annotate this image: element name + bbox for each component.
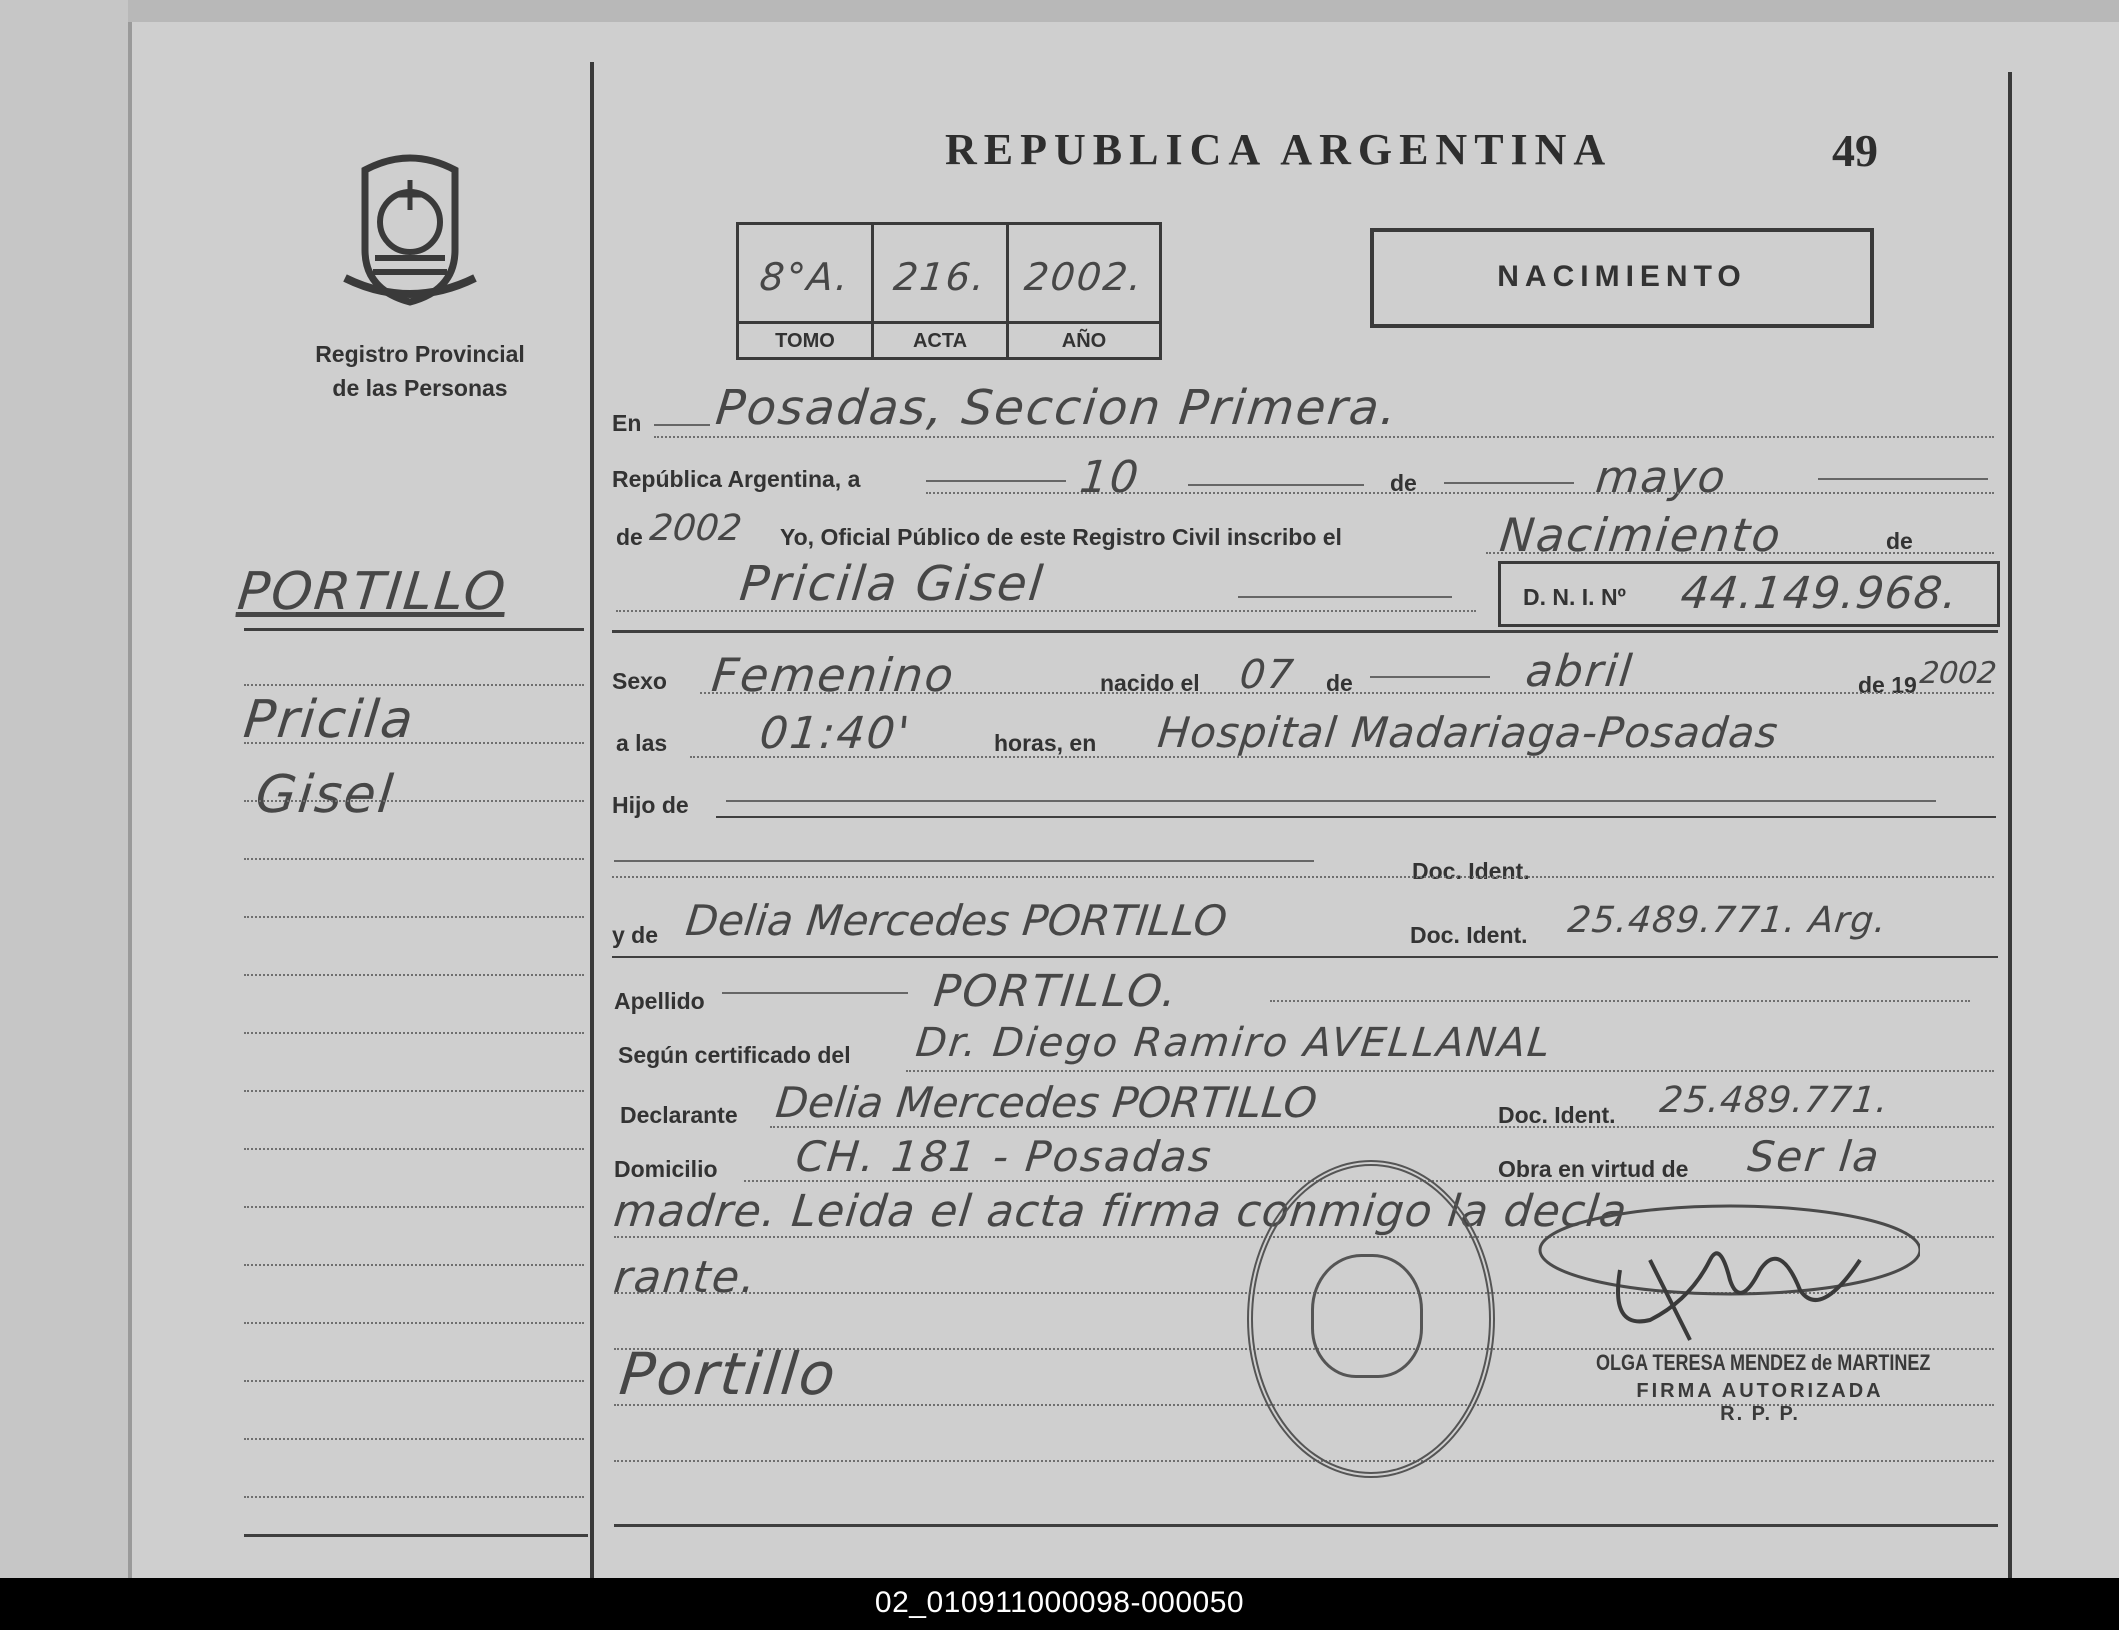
- en-label: En: [612, 410, 642, 436]
- hijo-leader: [726, 800, 1936, 802]
- remark-line-2: rante.: [611, 1252, 760, 1303]
- declarante-line: [770, 1126, 1994, 1128]
- place-line: [654, 436, 1994, 438]
- top-shadow: [128, 0, 2119, 22]
- ano-cell: [1009, 225, 1159, 357]
- right-border: [2008, 72, 2012, 1578]
- margin-ruled-line: [244, 1206, 584, 1208]
- mother-doc-label: Doc. Ident.: [1410, 922, 1528, 948]
- apellido-leader: [722, 992, 908, 994]
- apellido-label: Apellido: [614, 988, 705, 1014]
- section-rule-1: [612, 630, 1998, 633]
- father-line: [612, 876, 1994, 878]
- seal-emblem: [1311, 1254, 1423, 1378]
- record-type-label: NACIMIENTO: [1497, 260, 1747, 293]
- act-type-line: [1486, 552, 1994, 554]
- bottom-rule-left: [244, 1534, 588, 1537]
- body-ruled-line: [614, 1460, 1994, 1462]
- mother-doc-value: 25.489.771. Arg.: [1565, 900, 1889, 941]
- month-leader-right: [1818, 478, 1988, 480]
- hijo-label: Hijo de: [612, 792, 689, 818]
- birth-place-value: Hospital Madariaga-Posadas: [1155, 708, 1781, 757]
- date-line: [926, 492, 1994, 494]
- declarante-doc-value: 25.489.771.: [1657, 1080, 1891, 1121]
- dni-box: [1498, 561, 2000, 627]
- margin-ruled-line: [244, 1032, 584, 1034]
- margin-surname: PORTILLO: [234, 562, 510, 622]
- margin-name-2: Gisel: [252, 765, 398, 825]
- domicilio-value: CH. 181 - Posadas: [793, 1132, 1216, 1181]
- margin-ruled-line: [244, 1380, 584, 1382]
- doctor-value: Dr. Diego Ramiro AVELLANAL: [913, 1020, 1555, 1066]
- official-signature: [1500, 1200, 1920, 1360]
- day-leader-left: [926, 480, 1066, 482]
- margin-ruled-line: [244, 1496, 584, 1498]
- margin-divider: [590, 62, 594, 1578]
- birth-year-prefix: de 19: [1858, 672, 1917, 698]
- ano-value: 2002.: [1022, 255, 1146, 299]
- tomo-value: 8°A.: [757, 255, 853, 299]
- official-seal: [1247, 1160, 1495, 1478]
- margin-ruled-line: [244, 1264, 584, 1266]
- file-caption: 02_010911000098-000050: [874, 1586, 1245, 1619]
- time-value: 01:40': [757, 708, 914, 759]
- y-de-label: y de: [612, 922, 659, 948]
- oficial-text: Yo, Oficial Público de este Registro Civil inscribo el: [780, 524, 1342, 550]
- mother-name-value: Delia Mercedes PORTILLO: [683, 896, 1230, 945]
- dni-label: D. N. I. Nº: [1523, 584, 1626, 610]
- birth-month-value: abril: [1523, 646, 1637, 697]
- declarante-value: Delia Mercedes PORTILLO: [773, 1078, 1320, 1127]
- margin-ruled-line: [244, 1090, 584, 1092]
- margin-ruled-line: [244, 742, 584, 744]
- child-name-leader: [1238, 596, 1452, 598]
- declarante-label: Declarante: [620, 1102, 738, 1128]
- apellido-value: PORTILLO.: [931, 966, 1181, 1017]
- margin-ruled-line: [244, 858, 584, 860]
- obra-label: Obra en virtud de: [1498, 1156, 1689, 1182]
- declarante-doc-label: Doc. Ident.: [1498, 1102, 1616, 1128]
- father-leader: [614, 860, 1314, 862]
- obra-value: Ser la: [1745, 1132, 1884, 1181]
- apellido-line: [1270, 1000, 1970, 1002]
- official-name: OLGA TERESA MENDEZ de MARTINEZ: [1596, 1350, 1931, 1375]
- day-value: 10: [1077, 452, 1143, 503]
- year-prefix-label: de: [616, 524, 643, 550]
- a-las-label: a las: [616, 730, 668, 756]
- month-leader-left: [1444, 482, 1574, 484]
- official-stamp: [1560, 1350, 1960, 1426]
- dni-value: 44.149.968.: [1678, 568, 1961, 619]
- record-type-box: [1370, 228, 1874, 328]
- margin-ruled-line: [244, 974, 584, 976]
- acta-value: 216.: [891, 255, 989, 299]
- certificado-label: Según certificado del: [618, 1042, 851, 1068]
- page-number: 49: [1832, 125, 1878, 176]
- margin-rule: [244, 628, 584, 631]
- ano-label: AÑO: [1009, 321, 1159, 360]
- remark-line-1: madre. Leida el acta firma conmigo la decla: [611, 1186, 1630, 1237]
- horas-label: horas, en: [994, 730, 1097, 756]
- registry-label-line2: de las Personas: [332, 375, 508, 401]
- month-de-label: de: [1390, 470, 1417, 496]
- record-number-box: [736, 222, 1162, 360]
- registry-label-line1: Registro Provincial: [315, 341, 525, 367]
- tomo-label: TOMO: [739, 321, 871, 360]
- domicilio-label: Domicilio: [614, 1156, 718, 1182]
- registry-label: [285, 337, 555, 405]
- month-value: mayo: [1593, 452, 1730, 503]
- father-doc-label: Doc. Ident.: [1412, 858, 1530, 884]
- margin-ruled-line: [244, 800, 584, 802]
- doctor-line: [906, 1070, 1994, 1072]
- birth-day-value: 07: [1237, 652, 1298, 698]
- coat-of-arms-icon: [335, 150, 485, 310]
- bottom-rule-right: [614, 1524, 1998, 1527]
- page-left-fold: [0, 0, 132, 1578]
- margin-name-1: Pricila: [240, 690, 418, 750]
- mother-line: [612, 956, 1998, 958]
- republica-label: República Argentina, a: [612, 466, 861, 492]
- margin-ruled-line: [244, 1148, 584, 1150]
- birth-month-leader: [1370, 676, 1490, 678]
- margin-ruled-line: [244, 1322, 584, 1324]
- caption-bar: [0, 1578, 2119, 1630]
- official-title: FIRMA AUTORIZADA: [1636, 1380, 1884, 1402]
- child-name-value: Pricila Gisel: [737, 556, 1048, 612]
- act-type-value: Nacimiento: [1497, 508, 1785, 562]
- sex-value: Femenino: [709, 648, 958, 702]
- official-abbr: R. P. P.: [1720, 1403, 1800, 1425]
- nacido-label: nacido el: [1100, 670, 1200, 696]
- birth-year-value: 2002: [1918, 656, 1999, 691]
- act-type-de-label: de: [1886, 528, 1913, 554]
- declarant-signature: Portillo: [616, 1340, 841, 1408]
- margin-ruled-line: [244, 1438, 584, 1440]
- place-leader: [654, 424, 710, 426]
- place-value: Posadas, Seccion Primera.: [713, 380, 1401, 436]
- margin-ruled-line: [244, 916, 584, 918]
- acta-cell: [874, 225, 1009, 357]
- acta-label: ACTA: [874, 321, 1006, 360]
- sexo-label: Sexo: [612, 668, 667, 694]
- sex-line: [700, 692, 1994, 694]
- margin-ruled-line: [244, 684, 584, 686]
- year-value: 2002: [647, 508, 744, 549]
- hijo-line: [716, 816, 1996, 818]
- tomo-cell: [739, 225, 874, 357]
- day-leader-right: [1188, 484, 1364, 486]
- child-name-line: [616, 610, 1476, 612]
- birth-de-label: de: [1326, 670, 1353, 696]
- birth-place-line: [690, 756, 1994, 758]
- page-title: REPUBLICA ARGENTINA: [945, 125, 1613, 174]
